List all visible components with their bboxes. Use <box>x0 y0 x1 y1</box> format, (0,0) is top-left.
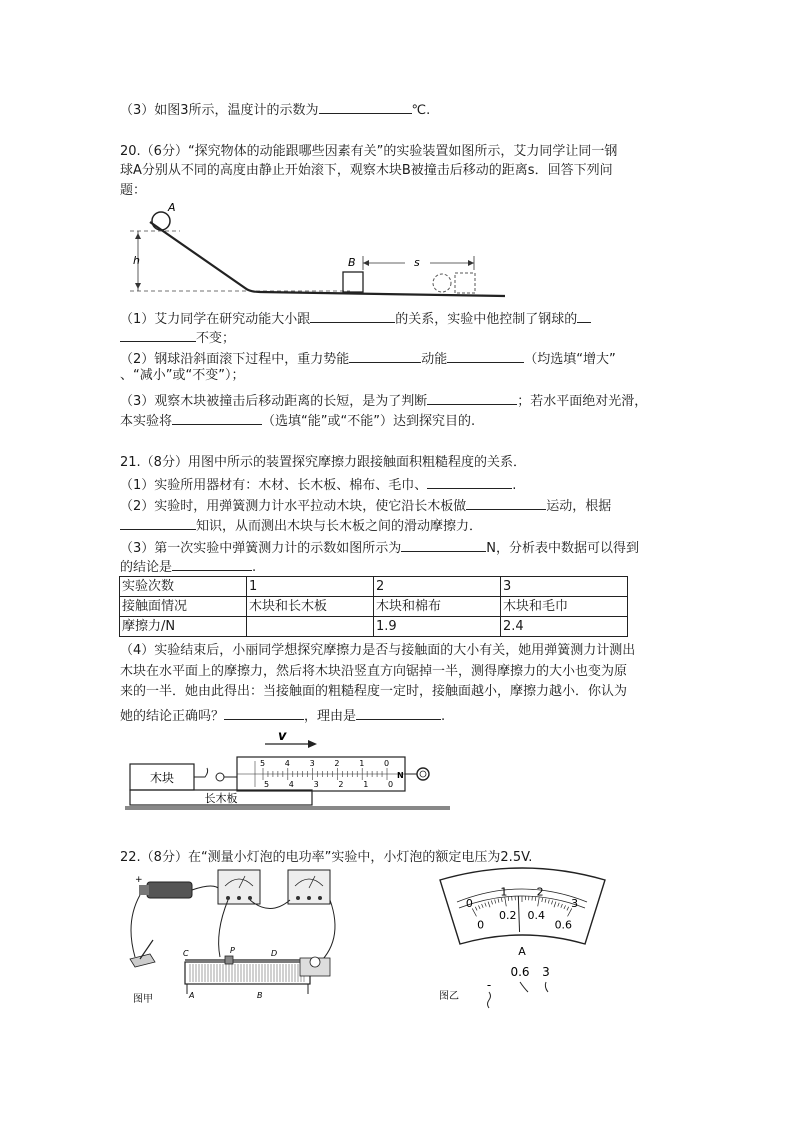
circuit-figure-a <box>125 862 400 1010</box>
table-row: 摩擦力/N 1.9 2.4 <box>120 617 628 637</box>
board-label: 长木板 <box>204 792 238 805</box>
q20-answer-blank-5[interactable] <box>427 390 517 405</box>
scale-number: 5 <box>264 780 270 789</box>
scale-number: 2 <box>334 759 340 768</box>
dial-unit: A <box>518 945 526 958</box>
q21-part4-line2: 木块在水平面上的摩擦力，然后将木块沿竖直方向锯掉一半，测得摩擦力的大小也变为原 <box>120 664 628 679</box>
q21-part4-line3: 来的一半．她由此得出：当接触面的粗糙程度一定时，接触面越小，摩擦力越小．你认为 <box>120 684 628 699</box>
table-row: 接触面情况 木块和长木板 木块和棉布 木块和毛巾 <box>120 597 628 617</box>
scale-number: 3 <box>313 780 319 789</box>
q20-stem-line3: 题： <box>120 183 147 198</box>
terminal-06: 0.6 <box>510 965 530 979</box>
ball-label: A <box>168 201 176 214</box>
q21-part2-line2: 知识，从而测出木块与长木板之间的滑动摩擦力． <box>120 515 482 536</box>
dial-upper-number: 0 <box>465 897 473 911</box>
steel-ball-a <box>152 212 170 230</box>
height-label: h <box>133 254 140 267</box>
scale-number: 5 <box>260 759 266 768</box>
svg-text:+: + <box>135 875 143 885</box>
q21-part4-line4: 她的结论正确吗？ ，理由是 . <box>120 705 445 726</box>
scale-number: 4 <box>288 780 294 789</box>
dial-lower-number: 0.4 <box>527 909 546 923</box>
q20-part1-line: （1）艾力同学在研究动能大小跟 的关系，实验中他控制了钢球的 <box>120 308 591 329</box>
scale-unit: N <box>397 771 404 780</box>
block-label: 木块 <box>149 771 175 785</box>
dial-upper-number: 3 <box>571 897 579 911</box>
q19-part3-line <box>120 99 430 120</box>
figure-a-caption: 图甲 <box>133 994 153 1005</box>
q20-answer-blank-6[interactable] <box>172 410 262 425</box>
scale-ring <box>417 768 429 780</box>
scale-number: 4 <box>284 759 290 768</box>
scale-number: 3 <box>309 759 315 768</box>
q21-answer-blank-6[interactable] <box>224 705 304 720</box>
q21-answer-blank-2[interactable] <box>466 495 546 510</box>
terminal-neg: - <box>486 978 492 992</box>
dial-upper-number: 2 <box>536 885 544 899</box>
scale-number: 0 <box>384 759 390 768</box>
q21-answer-blank-4[interactable] <box>401 537 486 552</box>
svg-text:D: D <box>271 949 278 958</box>
dial-upper-number: 1 <box>500 885 508 899</box>
q20-answer-blank-3[interactable] <box>349 348 421 363</box>
friction-data-table <box>119 576 628 637</box>
figure-b-caption: 图乙 <box>439 991 459 1002</box>
q19-part3-text: （3）如图3所示，温度计的示数为 <box>120 103 319 118</box>
q21-part4-line1: （4）实验结束后，小丽同学想探究摩擦力是否与接触面的大小有关，她用弹簧测力计测出 <box>120 643 636 658</box>
q20-part1-line2: 不变； <box>120 327 235 348</box>
wood-block-b <box>343 272 363 292</box>
q21-part3-line: （3）第一次实验中弹簧测力计的示数如图所示为 N，分析表中数据可以得到 <box>120 537 639 558</box>
rheostat-icon <box>185 962 310 984</box>
q20-stem-line2: 球A分别从不同的高度由静止开始滚下，观察木块B被撞击后移动的距离s．回答下列问 <box>120 163 613 178</box>
svg-text:P: P <box>230 946 235 955</box>
bulb-icon <box>310 957 320 967</box>
q20-part2-line2: 、“减小”或“不变”）； <box>120 368 245 383</box>
q20-answer-blank-4[interactable] <box>447 348 524 363</box>
dial-lower-number: 0 <box>477 918 485 932</box>
friction-value-blank[interactable] <box>247 617 374 637</box>
q21-part1-line: （1）实验所用器材有：木材、长木板、棉布、毛巾、 . <box>120 474 516 495</box>
scale-number: 2 <box>338 780 344 789</box>
q21-stem: 21.（8分）用图中所示的装置探究摩擦力跟接触面积粗糙程度的关系． <box>120 455 526 470</box>
q21-part2-line: （2）实验时，用弹簧测力计水平拉动木块，使它沿长木板做 运动，根据 <box>120 495 611 516</box>
dial-pointer <box>518 896 519 932</box>
q21-answer-blank-7[interactable] <box>356 705 441 720</box>
q20-answer-blank-2b[interactable] <box>120 327 196 342</box>
q20-answer-blank-2[interactable] <box>577 308 591 323</box>
distance-label: s <box>414 256 420 269</box>
q20-part3-line: （3）观察木块被撞击后移动距离的长短，是为了判断 ；若水平面绝对光滑， <box>120 390 647 411</box>
scale-number: 1 <box>363 780 369 789</box>
spring-scale-figure <box>125 728 455 813</box>
q22-stem: 22.（8分）在“测量小灯泡的电功率”实验中，小灯泡的额定电压为2.5V. <box>120 850 533 865</box>
q20-part3-line2: 本实验将 （选填“能”或“不能”）达到探究目的. <box>120 410 475 431</box>
velocity-label: v <box>278 729 287 744</box>
block-label: B <box>348 256 356 269</box>
svg-text:C: C <box>183 949 189 958</box>
terminal-3: 3 <box>542 965 550 979</box>
dial-lower-number: 0.6 <box>554 918 573 932</box>
svg-text:A: A <box>189 991 195 1000</box>
q19-unit: ℃. <box>411 103 431 118</box>
q20-stem-line1: 20.（6分）“探究物体的动能跟哪些因素有关”的实验装置如图所示，艾力同学让同一钢 <box>120 144 618 159</box>
battery-icon <box>147 882 192 898</box>
q20-part2-line: （2）钢球沿斜面滚下过程中，重力势能 动能 （均选填“增大” <box>120 348 616 369</box>
q20-ramp-figure <box>120 200 510 305</box>
dial-lower-number: 0.2 <box>498 909 517 923</box>
table-row: 实验次数 1 2 3 <box>120 577 628 597</box>
q21-part3-line2: 的结论是 . <box>120 556 256 577</box>
q21-answer-blank-3[interactable] <box>120 515 196 530</box>
ammeter-dial-figure-b <box>435 862 610 1010</box>
scale-number: 1 <box>359 759 365 768</box>
q21-answer-blank-1[interactable] <box>427 474 512 489</box>
q21-answer-blank-5[interactable] <box>172 556 252 571</box>
scale-number: 0 <box>388 780 394 789</box>
q20-answer-blank-1[interactable] <box>310 308 395 323</box>
temperature-answer-blank[interactable] <box>319 99 412 114</box>
svg-text:B: B <box>257 991 263 1000</box>
